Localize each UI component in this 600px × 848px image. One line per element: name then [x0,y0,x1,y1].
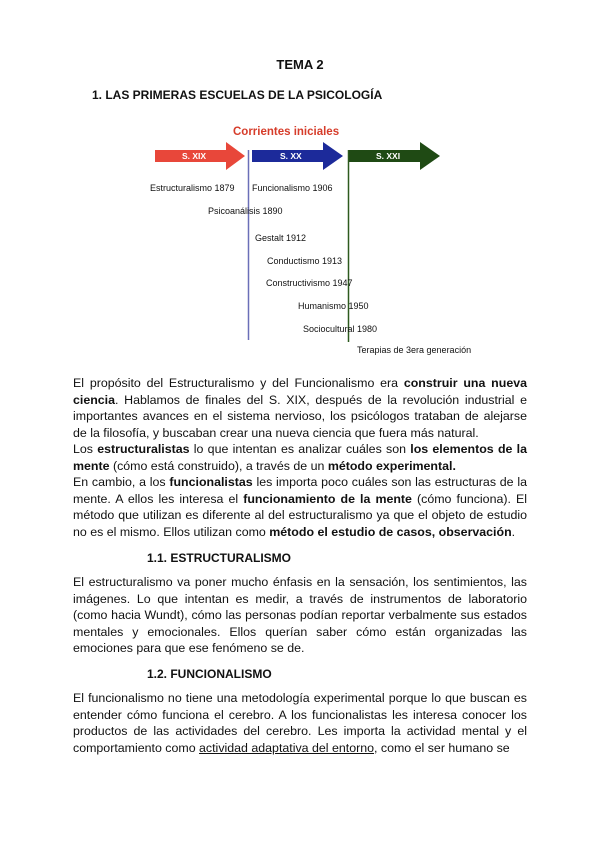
subsection-heading-estructuralismo: 1.1. ESTRUCTURALISMO [147,551,292,565]
diagram-title: Corrientes iniciales [233,126,340,138]
diagram-label-constructivismo: Constructivismo 1947 [266,278,353,288]
diagram-label-terapias: Terapias de 3era generación [357,345,472,355]
subsection-heading-funcionalismo: 1.2. FUNCIONALISMO [147,667,272,681]
diagram-label-gestalt: Gestalt 1912 [255,233,307,243]
page-title: TEMA 2 [276,57,324,72]
arrow-label-s-xxi: S. XXI [376,151,401,161]
diagram-label-funcionalismo: Funcionalismo 1906 [252,183,333,193]
estructuralismo-paragraph: El estructuralismo va poner mucho énfasis en la sensación, los sentimientos, las imágenes. Lo que intentan es medir, a través de instrumentos de laboratorio (como hacia Wundt), cómo las personas podían reportar verbalmente sus estados mentales y emocionales. Ellos querían saber cómo están organizadas las emociones para que ese fenómeno se de. [73,575,527,655]
section-heading: 1. LAS PRIMERAS ESCUELAS DE LA PSICOLOGÍA [92,88,383,102]
diagram-label-sociocultural: Sociocultural 1980 [303,324,378,334]
diagram-label-humanismo: Humanismo 1950 [298,301,369,311]
diagram-label-conductismo: Conductismo 1913 [267,256,343,266]
diagram-label-psicoanalisis: Psicoanálisis 1890 [208,206,283,216]
arrow-label-s-xx: S. XX [280,151,302,161]
diagram-label-estructuralismo: Estructuralismo 1879 [150,183,235,193]
intro-paragraph: El propósito del Estructuralismo y del Funcionalismo era construir una nueva ciencia. Hablamos de finales del S. XIX, después de la revolución industrial e importantes avances en el sistema nervioso, los psicólogos trataban de alejarse de la filosofía, y buscaban crear una nueva ciencia que fuera más natural. Los estructuralistas lo que intentan es analizar cuáles son los elementos de la mente (cómo está construido), a través de un método experimental. En cambio, a los funcionalistas les importa poco cuáles son las estructuras de la mente. A ellos les interesa el funcionamiento de la mente (cómo funciona). El método que utilizan es diferente al del estructuralismo ya que el objeto de estudio no es el mismo. Ellos utilizan como método el estudio de casos, observación. [73,376,528,539]
funcionalismo-paragraph: El funcionalismo no tiene una metodología experimental porque lo que buscan es entender cómo funciona el cerebro. A los funcionalistas les interesa conocer los productos de las actividades del cerebro. Les importa la actividad mental y el comportamiento como actividad adaptativa del entorno, como el ser humano se [73,691,527,755]
arrow-label-s-xix: S. XIX [182,151,207,161]
